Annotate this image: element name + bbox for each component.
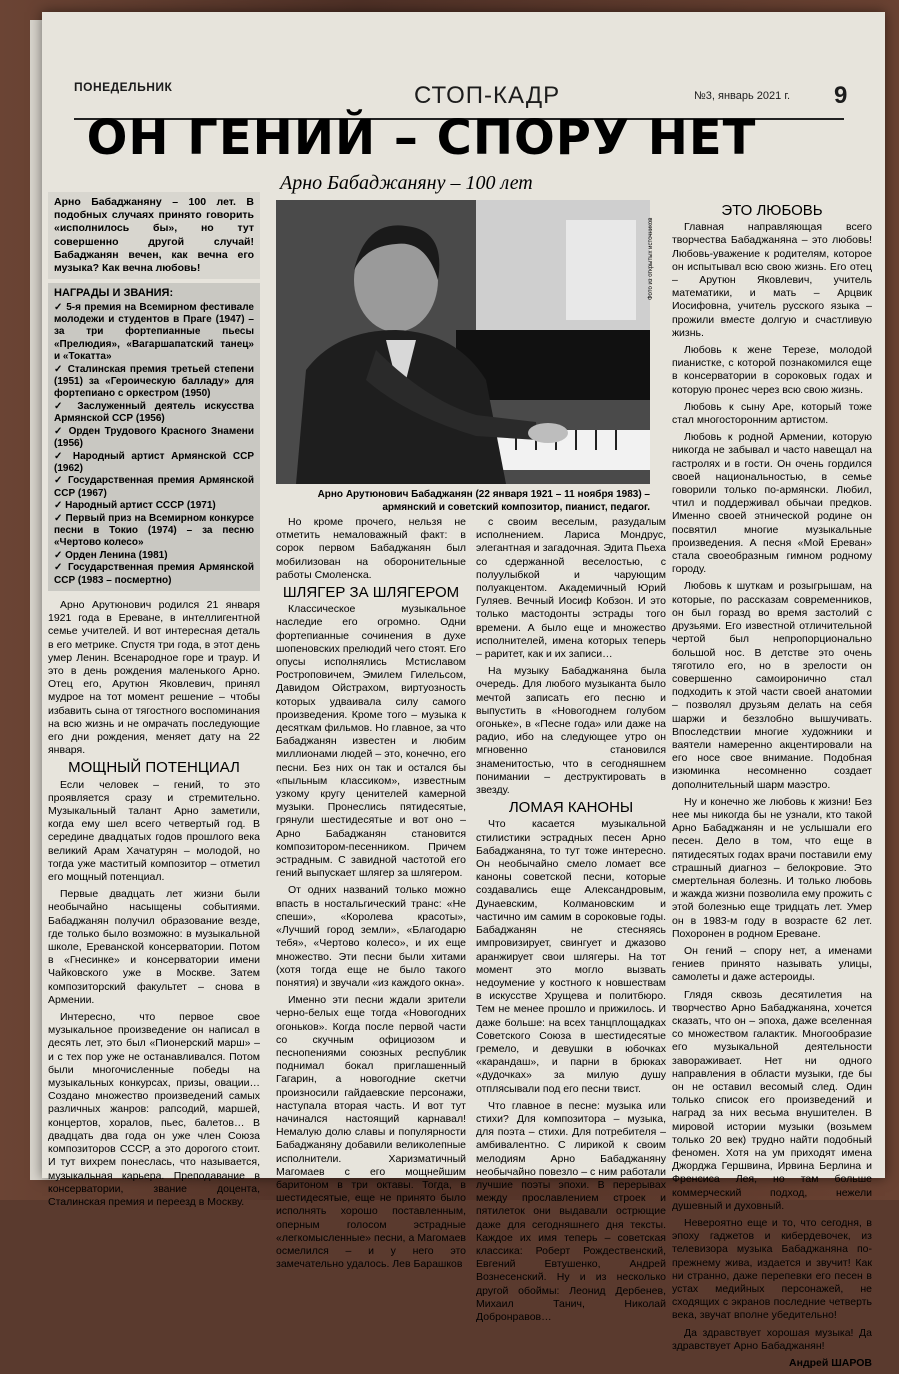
- article-intro: Арно Бабаджаняну – 100 лет. В подобных случаях принято говорить «исполнилось бы», но тут совершенно другой случай! Бабаджанян вечен, как вечна его музыка? Как вечна любовь!: [48, 192, 260, 279]
- body-paragraph: Первые двадцать лет жизни были необычайно насыщены событиями. Бабаджанян получил образование везде, где только было возможно: в музыкальной школе, Ереванской консерватории. Потом в «Гнесинке» и консерватории имени Чайковского уже в Москве. Затем композиторский факультет – снова в Армении.: [48, 888, 260, 1006]
- body-paragraph: Главная направляющая всего творчества Бабаджаняна – это любовь! Любовь-уважение к родителям, которое он испытывал всю свою жизнь. Его отец – Арутюн Яковлевич, учитель математики, и мать – Арцвик Иосифовна, учитель русского языка – прожили вместе долгую и счастливую жизнь.: [672, 221, 872, 339]
- body-paragraph: Глядя сквозь десятилетия на творчество Арно Бабаджаняна, хочется сказать, что он – эпоха, даже вселенная со множеством галактик. Многообразие его музыкальной деятельности завораживает. Нет ни одного направления в области музыки, где бы он не оставил весомый след. Один только список его произведений и наград за них весьма внушителен. В мировой истории музыки (возьмем только 20 век) трудно найти подобный феномен. Хотя на ум приходят имена Джорджа Гершвина, Ирвина Берлина и Френсиса Лея, но там больше коммерческий подход, нежели душевный и духовный.: [672, 988, 872, 1212]
- newspaper-brand: ПОНЕДЕЛЬНИК: [74, 80, 173, 94]
- section-title-love: ЭТО ЛЮБОВЬ: [721, 202, 823, 219]
- body-paragraph: Ну и конечно же любовь к жизни! Без нее мы никогда бы не узнали, кто такой Арно Бабаджанян и не услышали его песен. Дело в том, что еще в пятидесятых годах врачи поставили ему страшный диагноз – белокровие. Это смертельная болезнь. И только любовь и жажда жизни позволила ему прожить с этой болезнью еще тридцать лет. Умер он в 1983-м году в возрасте 62 лет. Похоронен в родном Ереване.: [672, 795, 872, 940]
- article-headline: ОН ГЕНИЙ – СПОРУ НЕТ: [86, 110, 757, 166]
- page-number: 9: [834, 82, 848, 109]
- body-paragraph: Он гений – спору нет, а именами гениев принято называть улицы, самолеты и даже астероиды.: [672, 944, 872, 984]
- article-subheadline: Арно Бабаджаняну – 100 лет: [280, 172, 533, 194]
- award-item: ✓ Народный артист СССР (1971): [54, 500, 216, 512]
- section-title-potential: МОЩНЫЙ ПОТЕНЦИАЛ: [68, 759, 240, 777]
- body-paragraph: Невероятно еще и то, что сегодня, в эпоху гаджетов и кибердевочек, из телевизора музыка Бабаджаняна по-прежнему жива, издается и звучит! Как ни странно, даже перепевки его песен в устах медийных персонажей, не сходящих с экранов последние четверть века, звучат вполне убедительно!: [672, 1217, 872, 1322]
- body-paragraph: Любовь к родной Армении, которую никогда не забывал и часто навещал на гастролях и в гости. Он очень гордился своей национальностью, в семье говорили только по-армянски. Любил, чтил и поддерживал обычаи предков. Именно своей этнической родине он посвятил многие музыкальные произведения. А песня «Мой Ереван» стала своеобразным гимном родному городу.: [672, 431, 872, 576]
- body-paragraph: Именно эти песни ждали зрители черно-белых еще тогда «Новогодних огоньков». Когда после первой части со скучным официозом и песнопениями союзных республик поднимал бокал приглашенный Гагарин, а новогодние скетчи произносили гайдаевские персонажи, наступала вторая часть. И вот тут начинался настоящий карнавал! Немалую долю славы и популярности Бабаджаняну добавили великолепные исполнители. Харизматичный Магомаев с его мощнейшим баритоном в три октавы. Тогда, в шестидесятые, еще не принято было исполнять хорошо поставленным, оперным голосом эстрадные «легкомысленные» песни, а Магомаев осмелился – и у него это замечательно удалось. Лев Барашков: [276, 994, 466, 1271]
- composer-photo-illustration: [276, 200, 650, 484]
- rubric-title: СТОП-КАДР: [414, 82, 561, 109]
- body-paragraph: Классическое музыкальное наследие его огромно. Одни фортепианные сочинения в духе шопеновских прелюдий чего стоят. Его опусы исполнялись Мстиславом Ростроповичем, Эмилем Гилельсом, Давидом Ойстрахом, виртуозность которых удваивала силу самого произведения. Кроме того – музыка к десяткам фильмов. Но главное, за что Бабаджанян известен и любим миллионами людей – это, конечно, его песни. Без них он так и остался бы «пыльным классиком», известным узкому кругу ценителей камерной музыки. Пронеслись пятидесятые, грянули шестидесятые и вот оно – Арно Бабаджанян становится композитором-песенником. Причем эстрадным. С завидной частотой его гений выпускает шлягер за шлягером.: [276, 603, 466, 880]
- body-paragraph: На музыку Бабаджаняна была очередь. Для любого музыканта было мечтой записать его песню и выпустить в «Новогоднем голубом огоньке», в «Песне года» или даже на радио, ибо на следующее утро он мгновенно становился знаменитостью, что в сегодняшнем понимании – деструктировать в звезду.: [476, 665, 666, 797]
- awards-title: НАГРАДЫ И ЗВАНИЯ:: [54, 287, 174, 300]
- section-title-canons: ЛОМАЯ КАНОНЫ: [508, 799, 634, 817]
- body-paragraph: От одних названий только можно впасть в ностальгический транс: «Не спеши», «Королева красоты», «Лучший город земли», «Благодарю тебя», «Чертово колесо», и их еще множество. Эти песни были хитами (хотя тогда еще не было такого понятия) и звучали «из каждого окна».: [276, 884, 466, 989]
- body-paragraph: Но кроме прочего, нельзя не отметить немаловажный факт: в сорок первом Бабаджанян был мобилизован на оборонительные работы Смоленска.: [276, 516, 466, 581]
- middle-column-1: [276, 516, 466, 1275]
- award-item: ✓ Народный артист Армянской ССР (1962): [54, 450, 254, 474]
- body-paragraph: Если человек – гений, то это проявляется сразу и стремительно. Музыкальный талант Арно заметили, когда ему шел всего четвертый год. В середине двадцатых годов прошлого века великий Арам Хачатурян – молодой, но тогда уже маститый композитор – отметил его мощный потенциал.: [48, 778, 260, 884]
- body-paragraph: Любовь к шуткам и розыгрышам, на которые, по рассказам современников, он был горазд во время застолий с друзьями. Его известной отличительной чертой был непропорционально большой нос. В детстве это очень тяготило его, но в зрелости он совершенно самоиронично стал подходить к этой части своей анатомии – позволял друзьям делать на себя шаржи и беззлобно вышучивать. Впоследствии многие художники и ваятели намеренно акцентировали на его носе свое внимание. Подобная изюминка несомненно создает дополнительный шарм маэстро.: [672, 580, 872, 791]
- body-paragraph: Любовь к жене Терезе, молодой пианистке, с которой познакомился еще в консерватории в сороковых годах и которую пронес через всю свою жизнь.: [672, 344, 872, 396]
- award-item: ✓ Первый приз на Всемирном конкурсе песни в Токио (1974) – за песню «Чертово колесо»: [54, 512, 254, 549]
- award-item: ✓ Заслуженный деятель искусства Армянской ССР (1956): [54, 400, 254, 425]
- award-item: ✓ 5-я премия на Всемирном фестивале молодежи и студентов в Праге (1947) – за три фортепианные пьесы «Прелюдия», «Вагаршапатский танец» и «Токатта»: [54, 301, 254, 363]
- article-author: Андрей ШАРОВ: [789, 1357, 872, 1370]
- right-column: [672, 204, 872, 1374]
- award-item: ✓ Государственная премия Армянской ССР (1967): [54, 475, 254, 499]
- section-title-hits: ШЛЯГЕР ЗА ШЛЯГЕРОМ: [282, 584, 460, 602]
- issue-info: №3, январь 2021 г.: [694, 90, 791, 102]
- body-paragraph: Любовь к сыну Аре, который тоже стал многосторонним артистом.: [672, 400, 872, 427]
- body-paragraph: с своим веселым, разудалым исполнением. Лариса Мондрус, элегантная и загадочная. Эдита Пьеха со сдержанной веселостью, с полуулыбкой и чарующим полуакцентом. Академичный Юрий Гуляев. Вечный Иосиф Кобзон. И это только мастодонты эстрады того времени. А было еще и множество исполнителей, имена которых теперь – раритет, как и их записи…: [476, 516, 666, 661]
- award-item: ✓ Сталинская премия третьей степени (1951) за «Героическую балладу» для фортепиано с оркестром (1950): [54, 363, 254, 400]
- photo-credit: Фото из открытых источников: [648, 217, 654, 300]
- composer-photo: [276, 200, 650, 484]
- body-paragraph: Что касается музыкальной стилистики эстрадных песен Арно Бабаджаняна, то тут тоже интересно. Он необычайно смело ломает все каноны советской песни, которые создавались еще Александровым, Дунаевским, Колмановским и частично им самим в сороковые годы. Бабаджанян не стесняясь импровизирует, свингует и джазово аранжирует свои шлягеры. На тот момент это могло вызвать недоумение у костного к новшествам в искусстве Хрущева и политбюро. Тем не менее прошло и прижилось. И даже больше: на всех танцплощадках Советского Союза в шестидесятые гремело, и девушки в юбочках «карандаш», и парни в брюках «дудочках» за милую душу отплясывали под его песни твист.: [476, 818, 666, 1095]
- body-paragraph: Да здравствует хорошая музыка! Да здравствует Арно Бабаджанян!: [672, 1326, 872, 1352]
- body-paragraph: Что главное в песне: музыка или стихи? Для композитора – музыка, для поэта – стихи. Для потребителя – амбивалентно. С лирикой к своим мелодиям Арно Бабаджаняну необычайно повезло – с ним работали лучшие поэты эпохи. В перерывах между прославлением строек и пятилеток они выдавали острющие даже для сегодняшнего дня тексты. Каждое их имя теперь – советская классика: Роберт Рождественский, Евгений Евтушенко, Андрей Вознесенский. Ну и из несколько другой обоймы: Леонид Дербенев, Михаил Танич, Николай Добронравов…: [476, 1099, 666, 1323]
- awards-box: [48, 283, 260, 591]
- left-column: [48, 192, 260, 1213]
- middle-column-2: [476, 516, 666, 1328]
- award-item: ✓ Орден Ленина (1981): [54, 549, 168, 561]
- body-paragraph: Арно Арутюнович родился 21 января 1921 года в Ереване, в интеллигентной семье учителей. И вот интересная деталь в его метрике. Спустя три года, в этот день умер Ленин. Всенародное горе и траур. И это в день рождения маленького Арно. Отец его, Арутюн Яковлевич, принял мудрое на тот момент решение – чтобы избавить сына от тягостного воспоминания на всю жизнь и не омрачать последующие его дни рождения, меняет дату на 22 января.: [48, 598, 260, 757]
- award-item: ✓ Государственная премия Армянской ССР (1983 – посмертно): [54, 562, 254, 586]
- award-item: ✓ Орден Трудового Красного Знамени (1956): [54, 425, 254, 450]
- body-paragraph: Интересно, что первое свое музыкальное произведение он написал в десять лет, это был «Пионерский марш» – и с тех пор уже не останавливался. Потом были многочисленные победы на музыкальных конкурсах, призы, овации… Создано множество произведений самых различных жанров: рапсодий, маршей, концертов, хоралов, пьес, балетов… В двадцать два года он уже член Союза композиторов СССР, а это дорогого стоит. И тут вихрем понеслась, что называется, музыкальная карьера. Преподавание в консерватории, звание доцента, Сталинская премия и переезд в Москву.: [48, 1011, 260, 1208]
- photo-caption: Арно Арутюнович Бабаджанян (22 января 1921 – 11 ноября 1983) – армянский и советский композитор, пианист, педагог.: [317, 489, 650, 513]
